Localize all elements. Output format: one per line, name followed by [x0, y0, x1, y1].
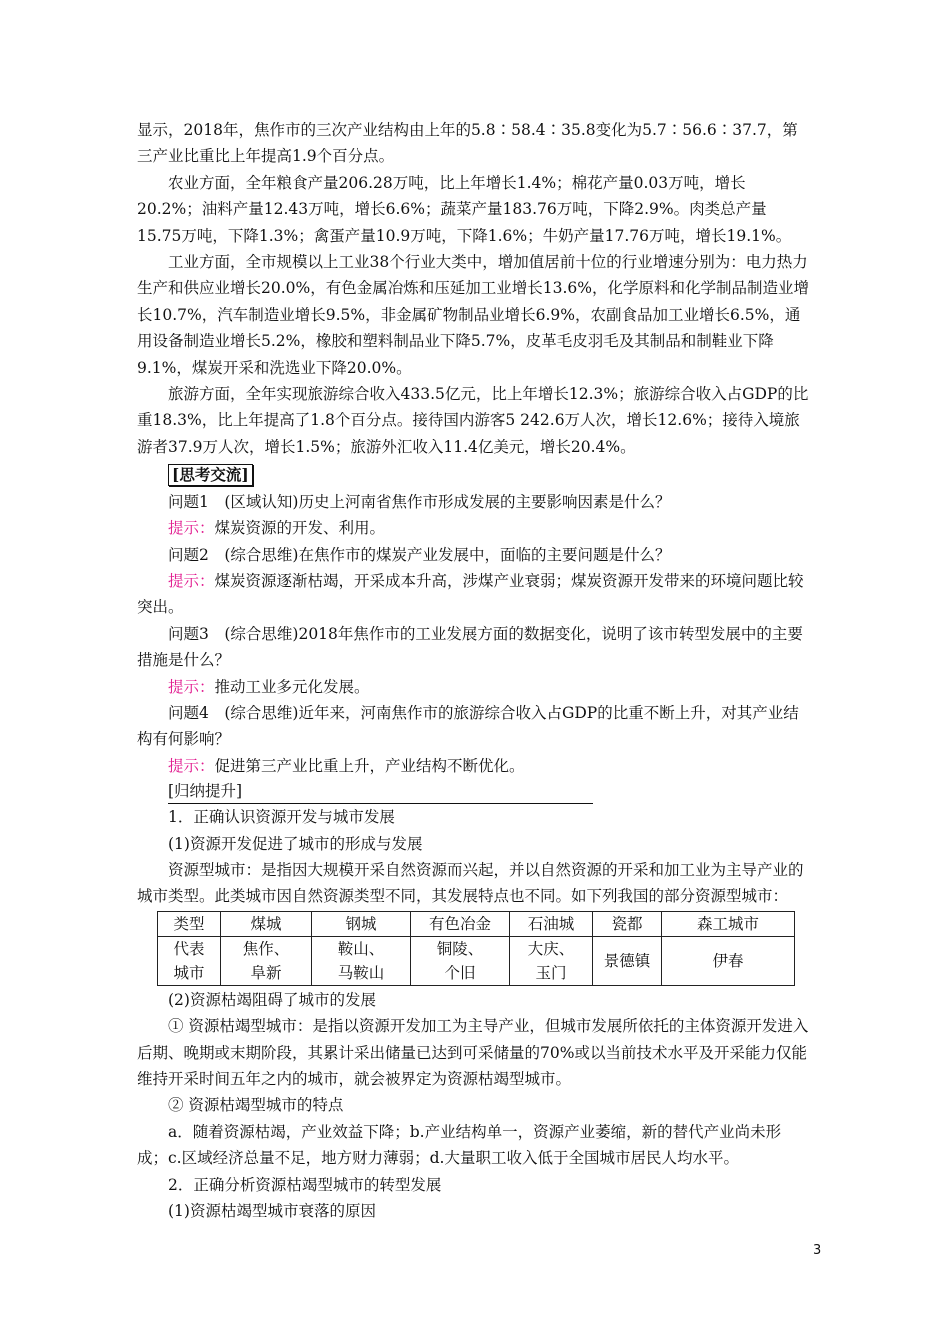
table-header-cell: 煤城: [221, 911, 312, 936]
paragraph-industry: 工业方面，全市规模以上工业38个行业大类中，增加值居前十位的行业增速分别为：电力热力生产和供应业增长20.0%，有色金属冶炼和压延加工业增长13.6%，化学原料和化学制品制造业增长10.7%，汽车制造业增长9.5%，非金属矿物制品业增长6.9%，农副食品加工业增长6.5%，通用设备制造业增长5.2%，橡胶和塑料制品业下降5.7%，皮革毛皮羽毛及其制品和制鞋业下降9.1%，煤炭开采和洗选业下降20.0%。: [137, 253, 809, 377]
table-header-cell: 瓷都: [593, 911, 662, 936]
resource-city-table: [157, 911, 795, 986]
table-row: [158, 936, 795, 985]
summary-paragraph-definition: ① 资源枯竭型城市：是指以资源开发加工为主导产业，但城市发展所依托的主体资源开发进入后期、晚期或末期阶段，其累计采出储量已达到可采储量的70%或以当前技术水平及开采能力仅能维持开采时间五年之内的城市，就会被界定为资源枯竭型城市。: [137, 1017, 809, 1088]
page-number: 3: [813, 1243, 822, 1258]
hint-label: 提示：: [168, 677, 215, 696]
cell-text: 代表: [173, 939, 205, 958]
table-header-cell: 钢城: [312, 911, 411, 936]
table-row-label: [158, 936, 221, 985]
answer-1: [137, 515, 809, 541]
table-header-cell: 森工城市: [662, 911, 795, 936]
table-cell: 伊春: [662, 936, 795, 985]
table-cell: 景德镇: [593, 936, 662, 985]
hint-label: 提示：: [168, 519, 215, 538]
table-cell: [221, 936, 312, 985]
hint-text: 促进第三产业比重上升，产业结构不断优化。: [214, 756, 525, 775]
cell-text: 大庆、: [527, 939, 575, 958]
cell-text: 铜陵、: [436, 939, 484, 958]
answer-2: [137, 568, 809, 621]
cell-text: 阜新: [250, 963, 282, 982]
summary-paragraph-features-title: ② 资源枯竭型城市的特点: [168, 1096, 344, 1115]
summary-subheading-2: (2)资源枯竭阻碍了城市的发展: [168, 990, 376, 1009]
table-cell: [411, 936, 510, 985]
section-title-think-exchange: [思考交流]: [168, 464, 253, 486]
table-cell: [510, 936, 593, 985]
cell-text: 玉门: [535, 963, 567, 982]
table-header-row: [158, 911, 795, 936]
table-header-cell: 石油城: [510, 911, 593, 936]
cell-text: 鞍山、: [337, 939, 385, 958]
paragraph-agriculture: 农业方面，全年粮食产量206.28万吨，比上年增长1.4%；棉花产量0.03万吨，增长20.2%；油料产量12.43万吨，增长6.6%；蔬菜产量183.76万吨，下降2.9%。肉类总产量15.75万吨，下降1.3%；禽蛋产量10.9万吨，下降1.6%；牛奶产量17.76万吨，增长19.1%。: [137, 173, 792, 245]
table-header-cell: 有色冶金: [411, 911, 510, 936]
question-3: 问题3 (综合思维)2018年焦作市的工业发展方面的数据变化，说明了该市转型发展中的主要措施是什么？: [137, 624, 803, 670]
summary-heading-2: 2．正确分析资源枯竭型城市的转型发展: [168, 1175, 442, 1194]
summary-paragraph-resource-city: 资源型城市：是指因大规模开采自然资源而兴起，并以自然资源的开采和加工业为主导产业的城市类型。此类城市因自然资源类型不同，其发展特点也不同。如下列我国的部分资源型城市：: [137, 860, 804, 906]
hint-label: 提示：: [168, 571, 215, 590]
question-4: 问题4 (综合思维)近年来，河南焦作市的旅游综合收入占GDP的比重不断上升，对其产业结构有何影响？: [137, 703, 799, 749]
cell-text: 个旧: [444, 963, 476, 982]
hint-label: 提示：: [168, 756, 215, 775]
answer-4: [137, 753, 809, 779]
section-title-summary: [归纳提升]: [168, 779, 593, 804]
summary-heading-1: 1．正确认识资源开发与城市发展: [168, 808, 395, 827]
section-header-wrap: [137, 462, 809, 488]
table-cell: [312, 936, 411, 985]
cell-text: 马鞍山: [337, 963, 385, 982]
summary-paragraph-features: a．随着资源枯竭，产业效益下降；b.产业结构单一，资源产业萎缩，新的替代产业尚未形成；c.区域经济总量不足，地方财力薄弱；d.大量职工收入低于全国城市居民人均水平。: [137, 1122, 782, 1168]
paragraph-industry-structure: 显示，2018年，焦作市的三次产业结构由上年的5.8∶58.4∶35.8变化为5.7∶56.6∶37.7，第三产业比重比上年提高1.9个百分点。: [137, 121, 798, 166]
page-content: [137, 117, 809, 1224]
cell-text: 焦作、: [242, 939, 290, 958]
summary-subheading-3: (1)资源枯竭型城市衰落的原因: [168, 1202, 376, 1221]
hint-text: 煤炭资源的开发、利用。: [214, 519, 386, 538]
question-2: 问题2 (综合思维)在焦作市的煤炭产业发展中，面临的主要问题是什么？: [168, 545, 671, 564]
answer-3: [137, 674, 809, 700]
question-1: 问题1 (区域认知)历史上河南省焦作市形成发展的主要影响因素是什么？: [168, 492, 671, 511]
table-header-cell: 类型: [158, 911, 221, 936]
hint-text: 推动工业多元化发展。: [214, 677, 370, 696]
paragraph-tourism: 旅游方面，全年实现旅游综合收入433.5亿元，比上年增长12.3%；旅游综合收入占GDP的比重18.3%，比上年提高了1.8个百分点。接待国内游客5 242.6万人次，增长12.6%；接待入境旅游者37.9万人次，增长1.5%；旅游外汇收入11.4亿美元，增长20.4%。: [137, 385, 809, 456]
cell-text: 城市: [173, 963, 205, 982]
hint-text: 煤炭资源逐渐枯竭，开采成本升高，涉煤产业衰弱；煤炭资源开发带来的环境问题比较突出。: [137, 571, 804, 617]
summary-subheading-1: (1)资源开发促进了城市的形成与发展: [168, 834, 423, 853]
